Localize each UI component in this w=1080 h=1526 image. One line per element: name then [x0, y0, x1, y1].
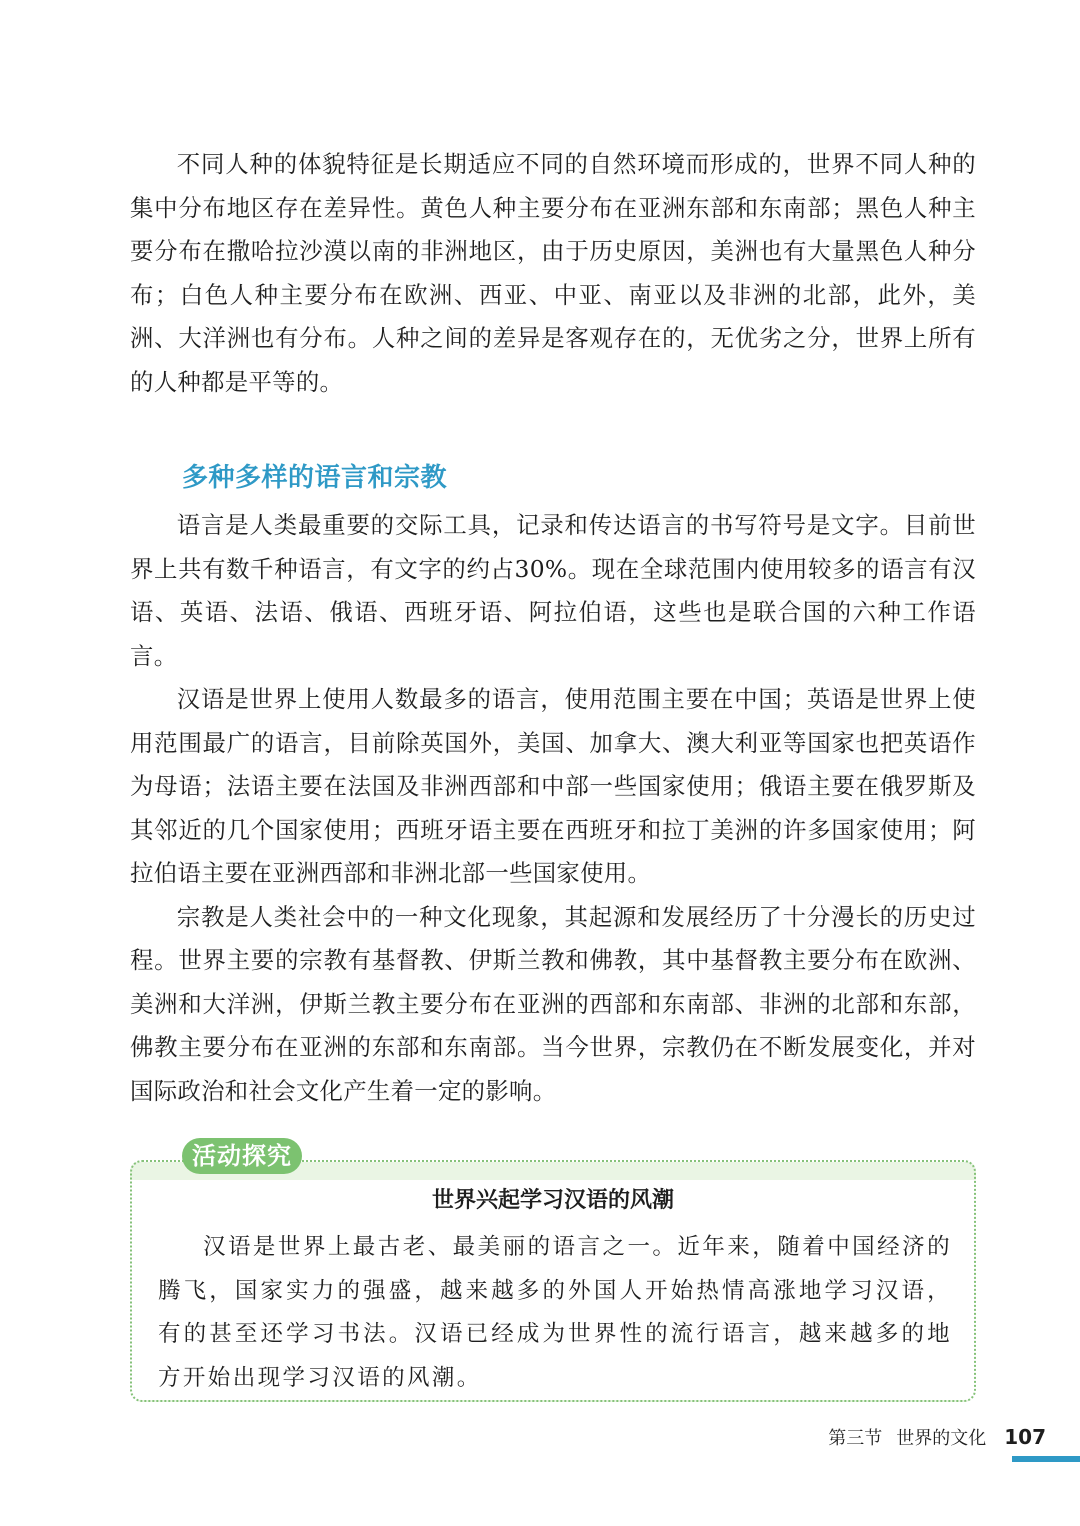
section-heading: 多种多样的语言和宗教 — [182, 463, 448, 493]
footer-chapter-title: 世界的文化 — [896, 1428, 987, 1449]
activity-panel — [130, 1138, 976, 1404]
body-paragraph: 语言是人类最重要的交际工具，记录和传达语言的书写符号是文字。目前世界上共有数千种语言，有文字的约占30%。现在全球范围内使用较多的语言有汉语、英语、法语、俄语、西班牙语、阿拉伯语，这些也是联合国的六种工作语言。 — [130, 511, 976, 670]
body-paragraph: 不同人种的体貌特征是长期适应不同的自然环境而形成的，世界不同人种的集中分布地区存在差异性。黄色人种主要分布在亚洲东部和东南部；黑色人种主要分布在撒哈拉沙漠以南的非洲地区，由于历史原因，美洲也有大量黑色人种分布；白色人种主要分布在欧洲、西亚、中亚、南亚以及非洲的北部，此外，美洲、大洋洲也有分布。人种之间的差异是客观存在的，无优劣之分，世界上所有的人种都是平等的。 — [130, 150, 976, 396]
body-paragraph: 宗教是人类社会中的一种文化现象，其起源和发展经历了十分漫长的历史过程。世界主要的宗教有基督教、伊斯兰教和佛教，其中基督教主要分布在欧洲、美洲和大洋洲，伊斯兰教主要分布在亚洲的西部和东南部、非洲的北部和东部，佛教主要分布在亚洲的东部和东南部。当今世界，宗教仍在不断发展变化，并对国际政治和社会文化产生着一定的影响。 — [130, 902, 976, 1105]
page-footer — [780, 1420, 1050, 1454]
page-number: 107 — [1004, 1425, 1046, 1449]
activity-tag: 活动探究 — [182, 1138, 302, 1174]
activity-body: 汉语是世界上最古老、最美丽的语言之一。近年来，随着中国经济的腾飞，国家实力的强盛，越来越多的外国人开始热情高涨地学习汉语，有的甚至还学习书法。汉语已经成为世界性的流行语言，越来越多的地方开始出现学习汉语的风潮。 — [158, 1234, 952, 1391]
footer-section-label: 第三节 — [828, 1428, 883, 1449]
main-content — [130, 143, 976, 1113]
activity-title: 世界兴起学习汉语的风潮 — [431, 1188, 674, 1213]
footer-accent-bar — [1012, 1456, 1080, 1462]
body-paragraph: 汉语是世界上使用人数最多的语言，使用范围主要在中国；英语是世界上使用范围最广的语言，目前除英国外，美国、加拿大、澳大利亚等国家也把英语作为母语；法语主要在法国及非洲西部和中部一些国家使用；俄语主要在俄罗斯及其邻近的几个国家使用；西班牙语主要在西班牙和拉丁美洲的许多国家使用；阿拉伯语主要在亚洲西部和非洲北部一些国家使用。 — [130, 685, 976, 887]
